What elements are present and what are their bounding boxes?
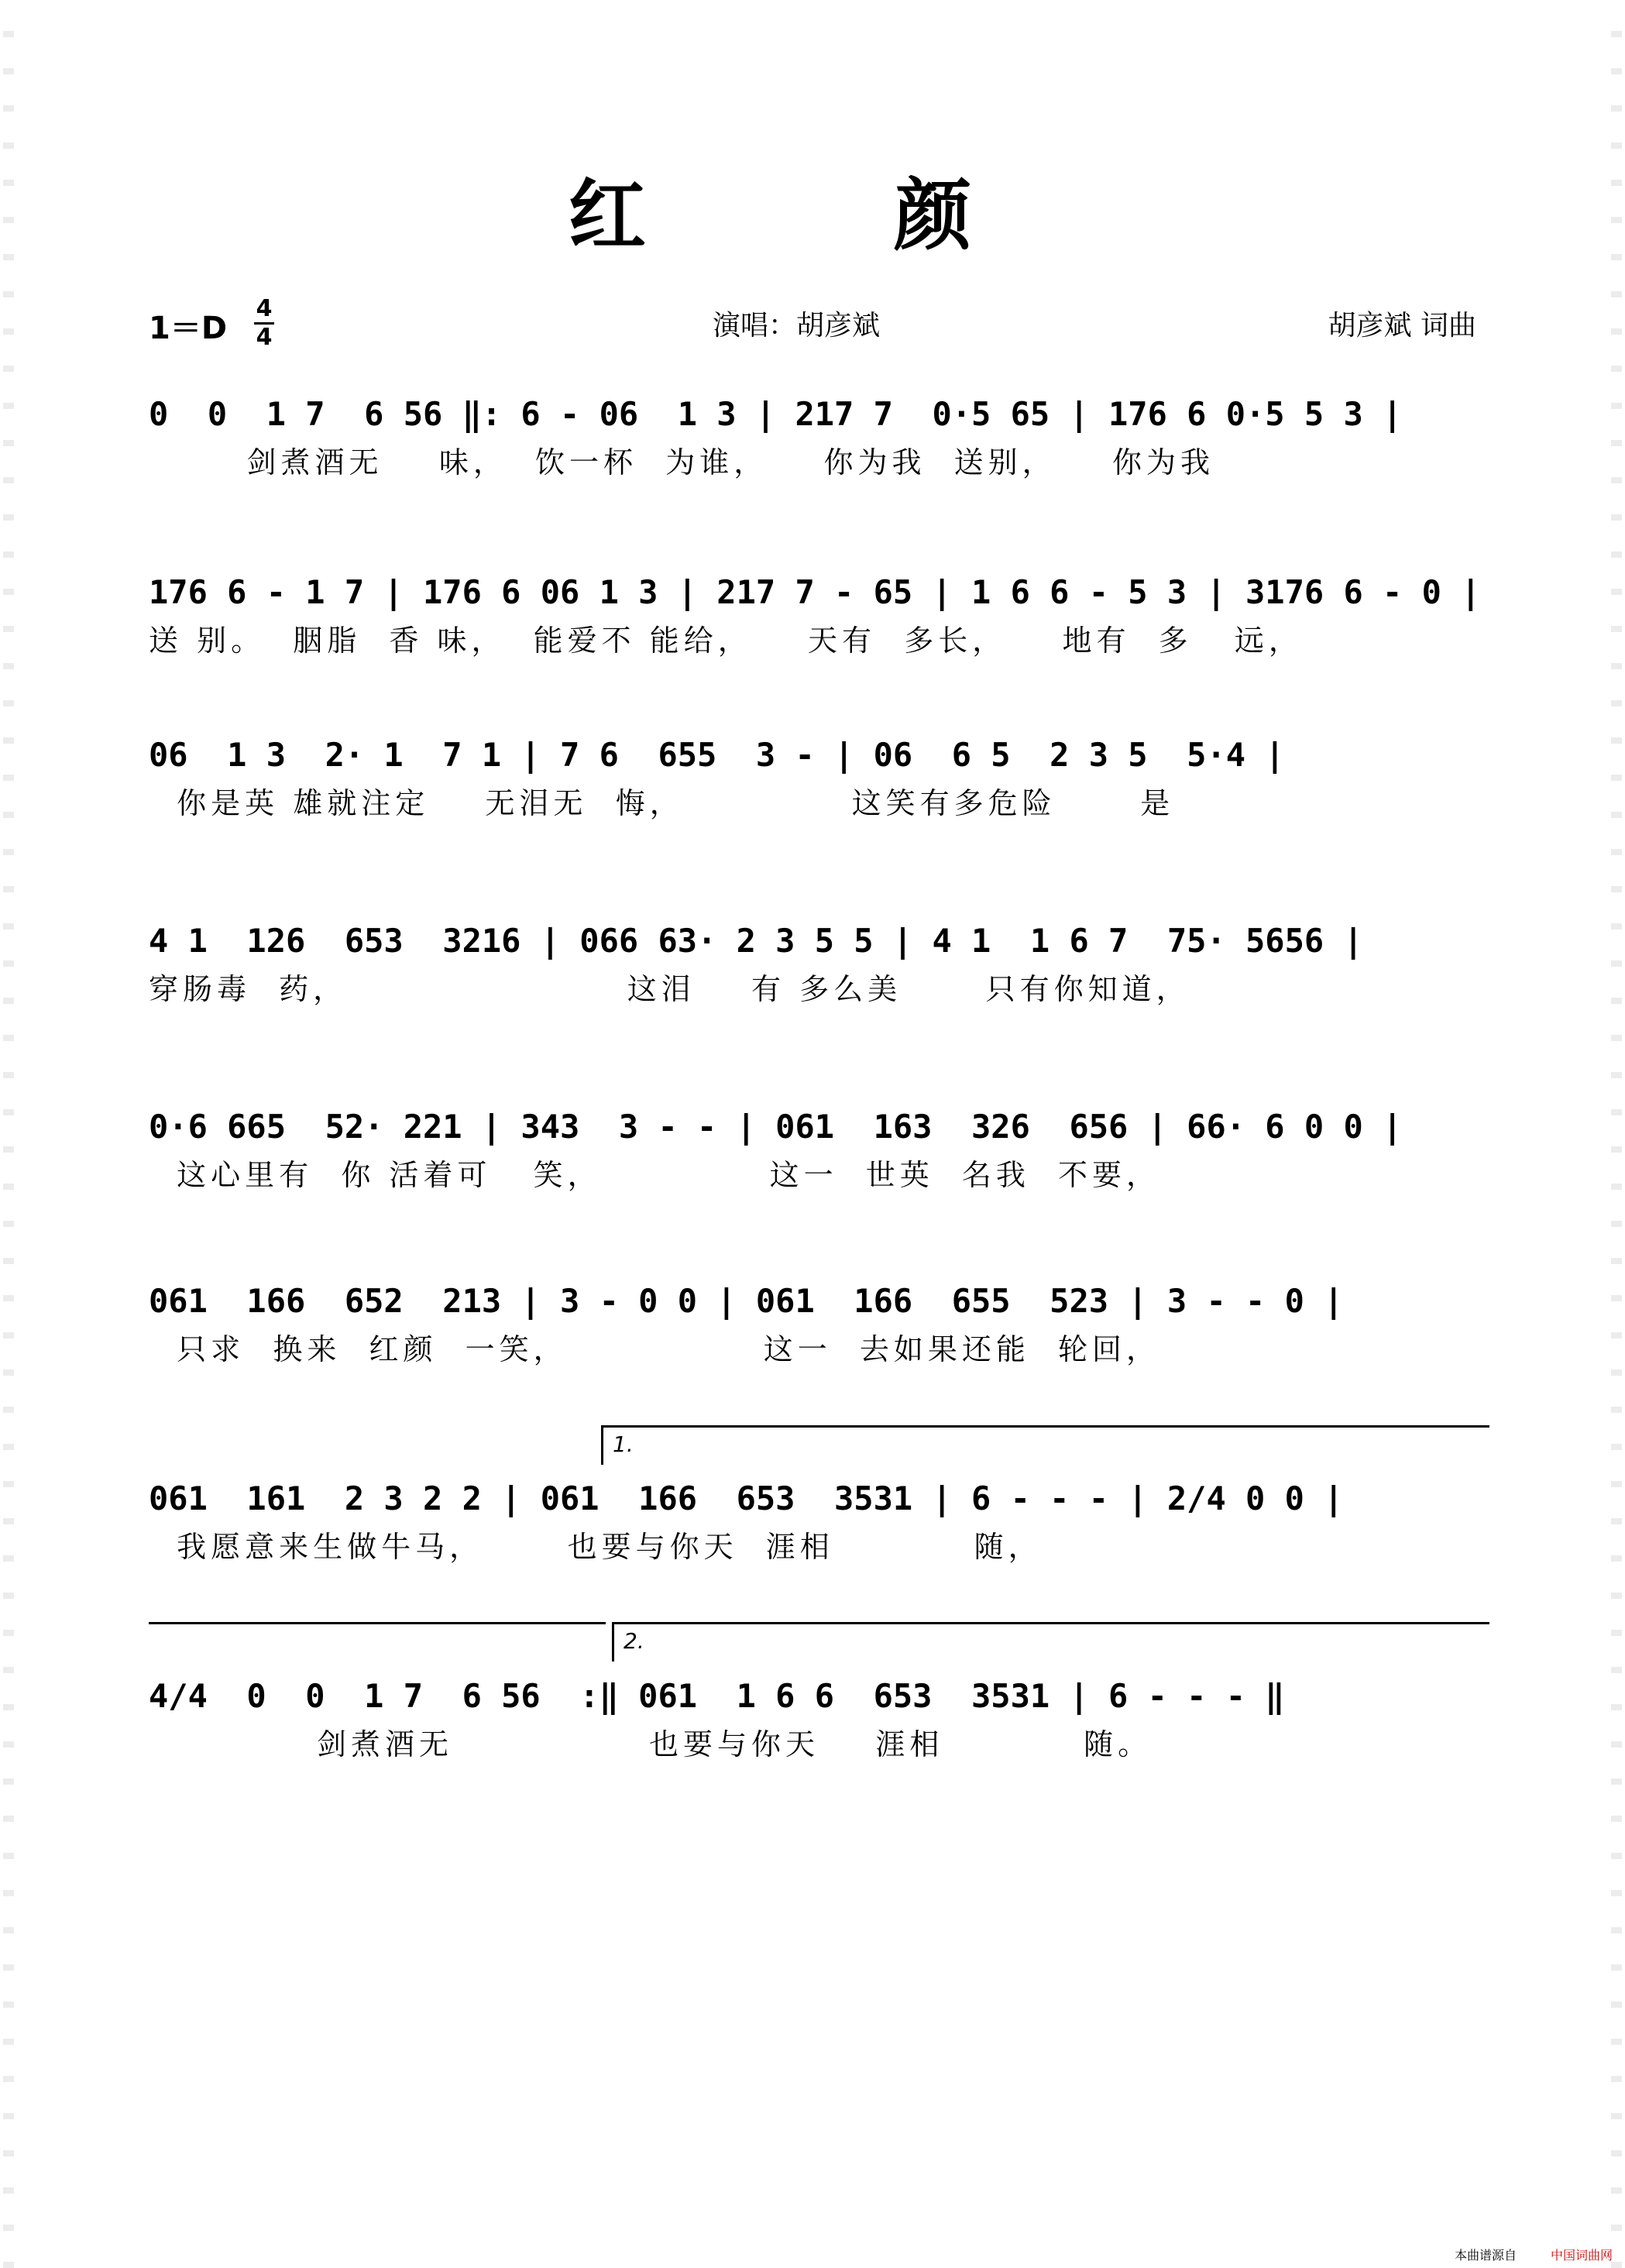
time-signature-bottom: 4 [256,324,273,351]
lyrics-line: 送 别。 胭脂 香 味， 能爱不 能给， 天有 多长， 地有 多 远， [149,624,1303,658]
footer-site-link[interactable]: 中国词曲网 [1550,2248,1613,2263]
key-signature: 1＝D [149,311,228,346]
score-row-7 [149,1472,1482,1596]
score-row-1 [149,387,1482,511]
lyrics-line: 剑煮酒无 味， 饮一杯 为谁， 你为我 送别， 你为我 [149,445,1214,479]
notation-line: 06 1 3 2· 1 7 1 | 7 6 655 3 - | 06 6 5 2 3 5 5·4 | [149,736,1285,774]
singer-credit: 演唱：胡彦斌 [713,310,881,342]
lyrics-line: 你是英 雄就注定 无泪无 悔， 这笑有多危险 是 [149,786,1175,820]
lyrics-line: 只求 换来 红颜 一笑， 这一 去如果还能 轮回， [149,1332,1161,1366]
notation-line: 061 166 652 213 | 3 - 0 0 | 061 166 655 523 | 3 - - 0 | [149,1282,1344,1320]
continuation-line [149,1622,606,1624]
composer-credit: 胡彦斌 词曲 [1328,310,1476,342]
score-row-8 [149,1669,1482,1793]
score-row-4 [149,914,1482,1038]
song-title: 红 颜 [569,170,1056,261]
time-signature [253,297,276,349]
score-row-2 [149,565,1482,689]
lyrics-line: 剑煮酒无 也要与你天 涯相 随。 [149,1727,1153,1761]
footer-source: 本曲谱源自 [1454,2248,1517,2263]
right-watermark-strip [1611,0,1622,2268]
notation-line: 0 0 1 7 6 56 ‖: 6 - 06 1 3 | 217 7 0·5 65 | 176 6 0·5 5 3 | [149,395,1403,433]
notation-line: 061 161 2 3 2 2 | 061 166 653 3531 | 6 - - - | 2/4 0 0 | [149,1479,1344,1517]
lyrics-line: 我愿意来生做牛马， 也要与你天 涯相 随， [149,1530,1043,1564]
score-row-3 [149,728,1482,852]
lyrics-line: 这心里有 你 活着可 笑， 这一 世英 名我 不要， [149,1158,1161,1192]
notation-line: 176 6 - 1 7 | 176 6 06 1 3 | 217 7 - 65 | 1 6 6 - 5 3 | 3176 6 - 0 | [149,573,1481,611]
volta-label: 2. [624,1628,644,1654]
score-row-5 [149,1100,1482,1224]
notation-line: 4/4 0 0 1 7 6 56 :‖ 061 1 6 6 653 3531 | 6 - - - ‖ [149,1677,1285,1715]
volta-label: 1. [613,1431,634,1457]
notation-line: 4 1 126 653 3216 | 066 63· 2 3 5 5 | 4 1 1 6 7 75· 5656 | [149,922,1363,960]
volta-bracket-2 [612,1622,1489,1661]
score-row-6 [149,1274,1482,1398]
volta-bracket-1 [601,1425,1489,1465]
lyrics-line: 穿肠毒 药， 这泪 有 多么美 只有你知道， [149,972,1190,1006]
time-signature-top: 4 [256,295,273,322]
notation-line: 0·6 665 52· 221 | 343 3 - - | 061 163 326 656 | 66· 6 0 0 | [149,1108,1403,1146]
left-watermark-strip [3,0,14,2268]
